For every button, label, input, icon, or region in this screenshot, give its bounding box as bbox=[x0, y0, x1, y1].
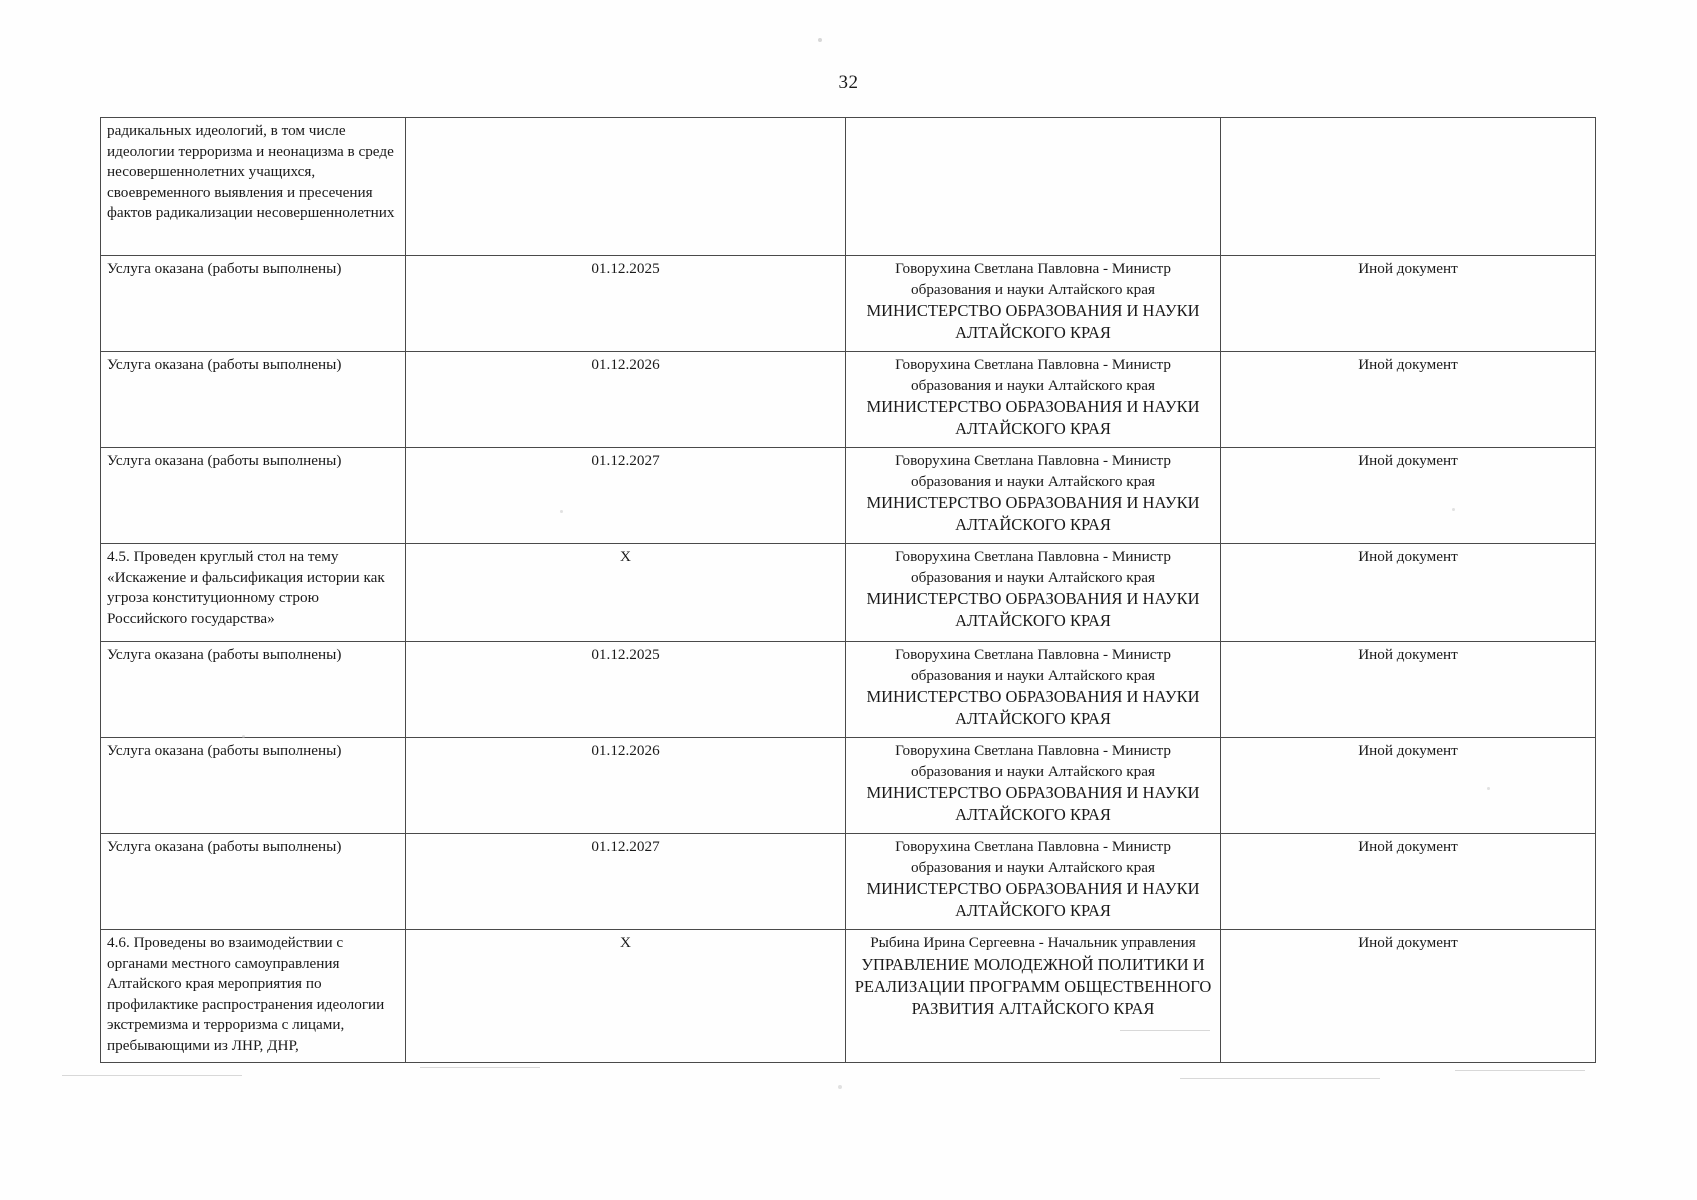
cell-document: Иной документ bbox=[1221, 352, 1596, 448]
table-row bbox=[101, 256, 1596, 352]
responsible-organization: МИНИСТЕРСТВО ОБРАЗОВАНИЯ И НАУКИ АЛТАЙСКОГО КРАЯ bbox=[866, 687, 1200, 729]
table-row bbox=[101, 352, 1596, 448]
scan-speck bbox=[1487, 787, 1490, 790]
responsible-organization: УПРАВЛЕНИЕ МОЛОДЕЖНОЙ ПОЛИТИКИ И РЕАЛИЗАЦИИ ПРОГРАММ ОБЩЕСТВЕННОГО РАЗВИТИЯ АЛТАЙСКОГО КРАЯ bbox=[854, 954, 1212, 1019]
scan-hairline bbox=[1455, 1070, 1585, 1071]
scan-speck bbox=[242, 735, 245, 738]
cell-document: Иной документ bbox=[1221, 544, 1596, 642]
cell-date bbox=[406, 118, 846, 256]
table-row bbox=[101, 834, 1596, 930]
cell-date: X bbox=[406, 930, 846, 1063]
responsible-name: Говорухина Светлана Павловна - Министр bbox=[895, 838, 1171, 855]
responsible-name: Говорухина Светлана Павловна - Министр bbox=[895, 548, 1171, 565]
cell-activity: 4.6. Проведены во взаимодействии с органами местного самоуправления Алтайского края мероприятия по профилактике распространения идеологии экстремизма и терроризма с лицами, пребывающими из ЛНР, ДНР, bbox=[101, 930, 406, 1063]
responsible-name: Говорухина Светлана Павловна - Министр bbox=[895, 742, 1171, 759]
responsible-organization: МИНИСТЕРСТВО ОБРАЗОВАНИЯ И НАУКИ АЛТАЙСКОГО КРАЯ bbox=[866, 493, 1200, 535]
table-row bbox=[101, 448, 1596, 544]
responsible-organization: МИНИСТЕРСТВО ОБРАЗОВАНИЯ И НАУКИ АЛТАЙСКОГО КРАЯ bbox=[866, 589, 1200, 631]
cell-responsible bbox=[846, 930, 1221, 1063]
cell-document: Иной документ bbox=[1221, 930, 1596, 1063]
cell-date: 01.12.2026 bbox=[406, 352, 846, 448]
cell-activity: Услуга оказана (работы выполнены) bbox=[101, 448, 406, 544]
responsible-name: Говорухина Светлана Павловна - Министр bbox=[895, 452, 1171, 469]
responsible-organization: МИНИСТЕРСТВО ОБРАЗОВАНИЯ И НАУКИ АЛТАЙСКОГО КРАЯ bbox=[866, 879, 1200, 921]
responsible-position: образования и науки Алтайского края bbox=[911, 762, 1155, 780]
cell-date: 01.12.2025 bbox=[406, 642, 846, 738]
responsible-organization: МИНИСТЕРСТВО ОБРАЗОВАНИЯ И НАУКИ АЛТАЙСКОГО КРАЯ bbox=[866, 301, 1200, 343]
responsible-position: образования и науки Алтайского края bbox=[911, 858, 1155, 876]
responsible-position: образования и науки Алтайского края bbox=[911, 280, 1155, 298]
scan-speck bbox=[560, 510, 563, 513]
cell-activity: радикальных идеологий, в том числе идеологии терроризма и неонацизма в среде несовершеннолетних учащихся, своевременного выявления и пресечения фактов радикализации несовершеннолетних bbox=[101, 118, 406, 256]
responsible-name: Рыбина Ирина Сергеевна - Начальник управления bbox=[870, 934, 1196, 951]
report-table bbox=[100, 117, 1596, 1063]
responsible-position: образования и науки Алтайского края bbox=[911, 472, 1155, 490]
responsible-name: Говорухина Светлана Павловна - Министр bbox=[895, 646, 1171, 663]
scan-hairline bbox=[420, 1067, 540, 1068]
responsible-organization: МИНИСТЕРСТВО ОБРАЗОВАНИЯ И НАУКИ АЛТАЙСКОГО КРАЯ bbox=[866, 783, 1200, 825]
report-table-wrapper bbox=[100, 117, 1595, 1063]
table-row bbox=[101, 544, 1596, 642]
cell-activity: Услуга оказана (работы выполнены) bbox=[101, 738, 406, 834]
cell-responsible bbox=[846, 544, 1221, 642]
cell-responsible bbox=[846, 834, 1221, 930]
table-row bbox=[101, 930, 1596, 1063]
cell-date: X bbox=[406, 544, 846, 642]
cell-activity: Услуга оказана (работы выполнены) bbox=[101, 642, 406, 738]
table-row bbox=[101, 118, 1596, 256]
scan-hairline bbox=[1180, 1078, 1380, 1079]
cell-activity: 4.5. Проведен круглый стол на тему «Искажение и фальсификация истории как угроза конституционному строю Российского государства» bbox=[101, 544, 406, 642]
cell-date: 01.12.2027 bbox=[406, 834, 846, 930]
responsible-position: образования и науки Алтайского края bbox=[911, 568, 1155, 586]
cell-date: 01.12.2025 bbox=[406, 256, 846, 352]
page-number: 32 bbox=[838, 72, 859, 93]
scan-hairline bbox=[1120, 1030, 1210, 1031]
responsible-organization: МИНИСТЕРСТВО ОБРАЗОВАНИЯ И НАУКИ АЛТАЙСКОГО КРАЯ bbox=[866, 397, 1200, 439]
cell-date: 01.12.2027 bbox=[406, 448, 846, 544]
cell-document bbox=[1221, 118, 1596, 256]
table-row bbox=[101, 642, 1596, 738]
scan-speck bbox=[1452, 508, 1455, 511]
responsible-name: Говорухина Светлана Павловна - Министр bbox=[895, 260, 1171, 277]
responsible-position: образования и науки Алтайского края bbox=[911, 376, 1155, 394]
cell-activity: Услуга оказана (работы выполнены) bbox=[101, 256, 406, 352]
cell-document: Иной документ bbox=[1221, 448, 1596, 544]
cell-date: 01.12.2026 bbox=[406, 738, 846, 834]
cell-document: Иной документ bbox=[1221, 256, 1596, 352]
responsible-name: Говорухина Светлана Павловна - Министр bbox=[895, 356, 1171, 373]
cell-activity: Услуга оказана (работы выполнены) bbox=[101, 834, 406, 930]
cell-document: Иной документ bbox=[1221, 834, 1596, 930]
scan-hairline bbox=[62, 1075, 242, 1076]
cell-responsible bbox=[846, 642, 1221, 738]
cell-document: Иной документ bbox=[1221, 642, 1596, 738]
table-row bbox=[101, 738, 1596, 834]
cell-document: Иной документ bbox=[1221, 738, 1596, 834]
cell-responsible bbox=[846, 352, 1221, 448]
cell-responsible bbox=[846, 256, 1221, 352]
cell-responsible bbox=[846, 448, 1221, 544]
cell-activity: Услуга оказана (работы выполнены) bbox=[101, 352, 406, 448]
scan-speck bbox=[838, 1085, 842, 1089]
scan-speck bbox=[818, 38, 822, 42]
cell-responsible bbox=[846, 118, 1221, 256]
cell-responsible bbox=[846, 738, 1221, 834]
responsible-position: образования и науки Алтайского края bbox=[911, 666, 1155, 684]
